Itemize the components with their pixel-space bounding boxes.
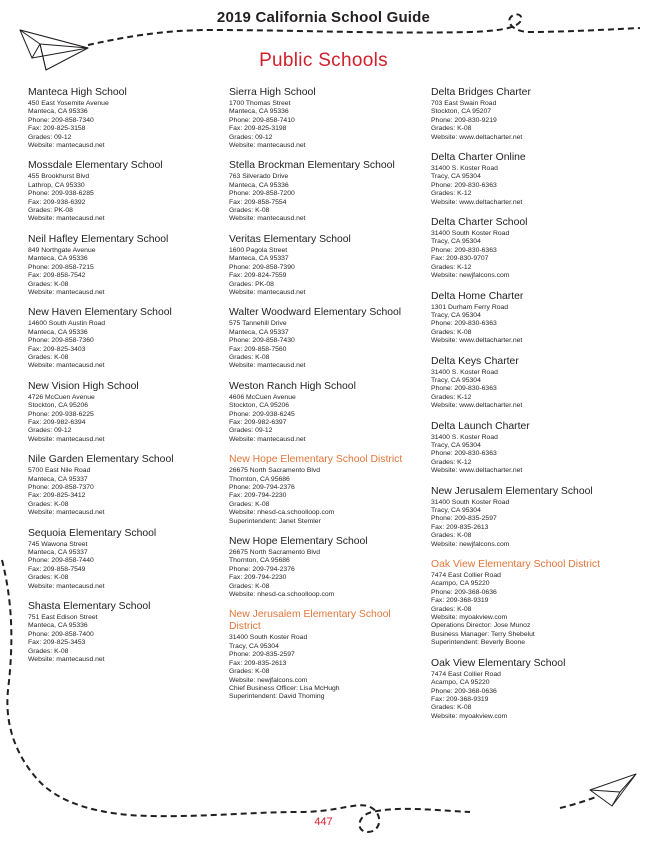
guide-title: 2019 California School Guide (216, 9, 431, 26)
listing-detail-line: Website: www.deltacharter.net (431, 198, 523, 206)
school-listing (28, 381, 224, 444)
listing-detail-line: Phone: 209-938-6225 (28, 410, 94, 418)
listing-detail-line: Manteca, CA 95337 (28, 549, 88, 557)
listing-detail-line: Tracy, CA 95304 (431, 238, 481, 246)
listing-detail-line: 31400 S. Koster Road (431, 165, 498, 173)
listing-detail-line: Grades: K-08 (229, 207, 270, 215)
listing-detail-line: Website: mantecausd.net (28, 362, 105, 370)
listing-detail-line: Fax: 209-858-7542 (28, 272, 86, 280)
school-listing (229, 381, 425, 444)
listing-detail-line: Phone: 209-858-7340 (28, 116, 94, 124)
school-name: Sequoia Elementary School (28, 527, 157, 539)
school-name: Delta Launch Charter (431, 420, 530, 432)
district-listing (229, 609, 425, 701)
listing-detail-line: 31400 South Koster Road (229, 634, 308, 642)
listing-detail-line: Grades: K-12 (431, 393, 472, 401)
school-name: Weston Ranch High School (229, 380, 356, 392)
listing-detail-line: Website: myoakview.com (431, 712, 508, 720)
listing-column (229, 87, 425, 712)
listing-detail-line: Website: mantecausd.net (28, 142, 105, 150)
school-listing (28, 528, 224, 591)
listing-detail-line: 1700 Thomas Street (229, 100, 291, 107)
listing-detail-line: Tracy, CA 95304 (431, 311, 481, 319)
school-name: New Jerusalem Elementary School (431, 485, 593, 497)
listing-detail-line: 7474 East Collier Road (431, 572, 501, 580)
school-listing (28, 160, 224, 223)
school-listing (28, 307, 224, 370)
listing-detail-line: Tracy, CA 95304 (431, 507, 481, 514)
listing-detail-line: Fax: 209-824-7559 (229, 272, 287, 280)
listing-detail-line: 703 East Swain Road (431, 100, 497, 107)
listing-detail-line: Website: mantecausd.net (229, 288, 306, 296)
school-name: Sierra High School (229, 87, 316, 98)
listing-detail-line: Stockton, CA 95206 (28, 402, 89, 410)
listing-detail-line: 450 East Yosemite Avenue (28, 100, 109, 107)
listing-detail-line: Website: nhesd-ca.schoolloop.com (229, 509, 335, 517)
listing-detail-line: Phone: 209-858-7410 (229, 116, 295, 124)
listing-detail-line: Stockton, CA 95207 (431, 108, 492, 116)
school-listing (28, 601, 224, 664)
listing-detail-line: Tracy, CA 95304 (431, 376, 481, 384)
listing-detail-line: 763 Silverado Drive (229, 173, 289, 181)
listing-detail-line: Manteca, CA 95337 (229, 255, 289, 263)
listing-detail-line: Phone: 209-938-6285 (28, 190, 94, 198)
listing-detail-line: Grades: K-08 (28, 574, 69, 582)
school-listing (229, 160, 425, 223)
listing-detail-line: Phone: 209-835-2597 (431, 515, 497, 523)
listing-detail-line: Tracy, CA 95304 (431, 441, 481, 449)
listing-detail-line: Fax: 209-830-9707 (431, 255, 489, 263)
listing-detail-line: Grades: K-08 (28, 280, 69, 288)
listing-detail-line: 745 Wawona Street (28, 540, 88, 548)
listing-detail-line: 31400 South Koster Road (431, 230, 510, 238)
listing-detail-line: Website: newjfalcons.com (431, 272, 510, 280)
listing-detail-line: Grades: PK-08 (28, 207, 73, 215)
listing-detail-line: Grades: K-08 (229, 353, 270, 361)
school-listing (431, 486, 627, 549)
listing-detail-line: Website: myoakview.com (431, 614, 508, 622)
school-name: New Hope Elementary School (229, 536, 368, 548)
school-name: Delta Bridges Charter (431, 87, 531, 98)
listing-detail-line: Website: www.deltacharter.net (431, 133, 523, 141)
listing-detail-line: Website: mantecausd.net (28, 288, 105, 296)
listing-detail-line: Phone: 209-368-0636 (431, 588, 497, 596)
listing-detail-line: 26675 North Sacramento Blvd (229, 467, 321, 475)
listing-detail-line: Website: nhesd-ca.schoolloop.com (229, 591, 335, 599)
listing-detail-line: Fax: 209-982-6397 (229, 418, 287, 426)
listing-detail-line: Fax: 209-794-2230 (229, 492, 287, 500)
listing-detail-line: Fax: 209-825-3403 (28, 345, 86, 353)
listing-detail-line: Phone: 209-858-7200 (229, 190, 295, 198)
district-listing (229, 454, 425, 526)
district-listing (431, 559, 627, 648)
listing-detail-line: Fax: 209-368-9319 (431, 597, 489, 605)
listing-detail-line: Grades: K-08 (28, 500, 69, 508)
listing-detail-line: Manteca, CA 95336 (28, 108, 88, 116)
school-name: New Haven Elementary School (28, 307, 172, 319)
school-name: Delta Home Charter (431, 290, 524, 302)
school-name: Delta Charter Online (431, 152, 526, 164)
listing-detail-line: Superintendent: Beverly Boone (431, 639, 526, 647)
listing-detail-line: Phone: 209-835-2597 (229, 651, 295, 659)
listing-detail-line: Website: mantecausd.net (28, 435, 105, 443)
listing-detail-line: Grades: K-08 (431, 328, 472, 336)
listing-detail-line: Fax: 209-858-7560 (229, 345, 287, 353)
listing-detail-line: Thornton, CA 95686 (229, 475, 290, 483)
listing-detail-line: Website: mantecausd.net (229, 435, 306, 443)
listing-detail-line: 1301 Durham Ferry Road (431, 303, 509, 311)
listing-detail-line: Superintendent: Janet Stemler (229, 517, 321, 525)
listing-detail-line: 849 Northgate Avenue (28, 246, 96, 254)
listing-detail-line: Grades: PK-08 (229, 280, 274, 288)
listing-detail-line: Phone: 209-830-6363 (431, 450, 497, 458)
listing-detail-line: Grades: K-08 (229, 582, 270, 590)
listing-detail-line: Website: www.deltacharter.net (431, 467, 523, 475)
listing-detail-line: Grades: 09-12 (229, 427, 273, 435)
listing-detail-line: Phone: 209-858-7440 (28, 557, 94, 565)
listing-detail-line: Phone: 209-858-7400 (28, 630, 94, 638)
listing-detail-line: Grades: 09-12 (28, 133, 72, 141)
listing-detail-line: Phone: 209-368-0636 (431, 687, 497, 695)
listing-detail-line: Manteca, CA 95336 (28, 255, 88, 263)
listing-detail-line: Grades: K-08 (28, 353, 69, 361)
listing-detail-line: Fax: 209-825-3158 (28, 125, 86, 133)
listing-detail-line: 1600 Pagola Street (229, 246, 288, 254)
school-listing (431, 217, 627, 280)
school-name: New Vision High School (28, 380, 139, 392)
listing-detail-line: Phone: 209-858-7390 (229, 263, 295, 271)
school-name: Delta Charter School (431, 217, 528, 229)
listing-detail-line: 26675 North Sacramento Blvd (229, 549, 321, 557)
listing-detail-line: Website: www.deltacharter.net (431, 337, 523, 345)
listing-detail-line: Grades: K-12 (431, 190, 472, 198)
listing-detail-line: 31400 S. Koster Road (431, 433, 498, 441)
listing-detail-line: Website: newjfalcons.com (229, 676, 308, 684)
listing-detail-line: Grades: 09-12 (28, 427, 72, 435)
school-name: Oak View Elementary School (431, 657, 566, 669)
school-listing (431, 658, 627, 721)
school-name: Delta Keys Charter (431, 355, 519, 367)
school-listing (229, 234, 425, 297)
listing-detail-line: Website: mantecausd.net (28, 509, 105, 517)
listing-detail-line: Fax: 209-858-7554 (229, 198, 287, 206)
listing-detail-line: 575 Tannehill Drive (229, 320, 287, 328)
school-name: Manteca High School (28, 87, 127, 98)
listing-detail-line: Fax: 209-368-9319 (431, 695, 489, 703)
listing-detail-line: Fax: 209-858-7549 (28, 565, 86, 573)
listing-detail-line: Grades: K-08 (229, 668, 270, 676)
school-listing (431, 356, 627, 411)
listing-detail-line: Tracy, CA 95304 (431, 173, 481, 181)
section-title: Public Schools (259, 50, 388, 71)
listing-detail-line: 4726 McCuen Avenue (28, 393, 95, 401)
listing-detail-line: 14600 South Austin Road (28, 320, 106, 328)
school-listing (431, 421, 627, 476)
listing-detail-line: Fax: 209-835-2613 (431, 523, 489, 531)
listing-detail-line: Grades: K-12 (431, 458, 472, 466)
listing-detail-line: 751 East Edison Street (28, 614, 98, 622)
listing-detail-line: Phone: 209-830-6363 (431, 385, 497, 393)
listing-detail-line: Fax: 209-825-3198 (229, 125, 287, 133)
listing-detail-line: Phone: 209-830-9219 (431, 116, 497, 124)
school-name: Nile Garden Elementary School (28, 454, 174, 466)
district-name: New Hope Elementary School District (229, 454, 403, 466)
listing-detail-line: Phone: 209-830-6363 (431, 246, 497, 254)
listing-detail-line: Manteca, CA 95336 (229, 181, 289, 189)
listing-detail-line: Website: newjfalcons.com (431, 540, 510, 548)
listing-detail-line: 7474 East Collier Road (431, 670, 501, 678)
listing-detail-line: Grades: 09-12 (229, 133, 273, 141)
listing-detail-line: Phone: 209-830-6363 (431, 181, 497, 189)
listing-detail-line: Phone: 209-830-6363 (431, 320, 497, 328)
listing-detail-line: Phone: 209-794-2376 (229, 565, 295, 573)
listing-detail-line: Stockton, CA 95206 (229, 402, 290, 410)
listing-detail-line: Fax: 209-825-3453 (28, 639, 86, 647)
listing-detail-line: 31400 South Koster Road (431, 498, 510, 506)
listing-detail-line: Business Manager: Terry Shebelut (431, 630, 535, 638)
listing-detail-line: Superintendent: David Thoming (229, 693, 325, 701)
listing-detail-line: 4606 McCuen Avenue (229, 393, 296, 401)
listing-detail-line: Website: mantecausd.net (28, 656, 105, 664)
listing-detail-line: Phone: 209-794-2376 (229, 484, 295, 491)
listing-detail-line: Manteca, CA 95336 (229, 108, 289, 116)
listing-detail-line: Website: www.deltacharter.net (431, 402, 523, 410)
listing-detail-line: Grades: K-08 (431, 532, 472, 540)
listing-detail-line: Website: mantecausd.net (28, 215, 105, 223)
district-name: New Jerusalem Elementary School District (229, 609, 391, 633)
listing-detail-line: Manteca, CA 95336 (28, 328, 88, 336)
school-name: Shasta Elementary School (28, 601, 151, 613)
listing-detail-line: Website: mantecausd.net (229, 362, 306, 370)
listing-column (28, 87, 224, 675)
listing-detail-line: Grades: K-08 (431, 605, 472, 613)
listing-detail-line: Grades: K-12 (431, 263, 472, 271)
listing-column (431, 87, 627, 731)
listing-detail-line: Fax: 209-794-2230 (229, 574, 287, 582)
school-listing (28, 87, 224, 150)
listing-detail-line: Fax: 209-825-3412 (28, 492, 86, 500)
paper-airplane-icon (590, 774, 636, 806)
listing-detail-line: Grades: K-08 (28, 647, 69, 655)
listing-detail-line: Lathrop, CA 95330 (28, 181, 85, 189)
listing-detail-line: Phone: 209-938-6245 (229, 410, 295, 418)
listing-detail-line: 455 Brookhurst Blvd (28, 173, 90, 181)
listing-detail-line: Manteca, CA 95337 (229, 328, 289, 336)
school-name: Walter Woodward Elementary School (229, 307, 402, 319)
listing-detail-line: Phone: 209-858-7360 (28, 337, 94, 345)
listing-detail-line: Fax: 209-982-6394 (28, 418, 86, 426)
school-name: Neil Hafley Elementary School (28, 233, 169, 245)
school-listing (229, 87, 425, 150)
listing-detail-line: Website: mantecausd.net (229, 142, 306, 150)
listing-detail-line: Manteca, CA 95336 (28, 622, 88, 630)
listing-detail-line: Thornton, CA 95686 (229, 557, 290, 565)
listing-detail-line: 31400 S. Koster Road (431, 368, 498, 376)
listing-detail-line: Phone: 209-858-7430 (229, 337, 295, 345)
page-number: 447 (314, 816, 333, 828)
listing-detail-line: Tracy, CA 95304 (229, 642, 279, 650)
listing-detail-line: Fax: 209-938-6392 (28, 198, 86, 206)
school-listing (28, 454, 224, 517)
school-listing (229, 307, 425, 370)
listing-detail-line: Operations Director: Jose Munoz (431, 622, 531, 630)
listing-detail-line: Acampo, CA 95220 (431, 580, 490, 588)
listing-detail-line: Acampo, CA 95220 (431, 679, 490, 687)
listing-detail-line: Fax: 209-835-2613 (229, 659, 287, 667)
school-name: Stella Brockman Elementary School (229, 160, 395, 172)
listing-detail-line: 5700 East Nile Road (28, 467, 91, 475)
listing-detail-line: Manteca, CA 95337 (28, 475, 88, 483)
listing-detail-line: Grades: K-08 (431, 125, 472, 133)
district-name: Oak View Elementary School District (431, 559, 601, 571)
school-name: Veritas Elementary School (229, 233, 351, 245)
school-listing (431, 87, 627, 142)
school-listing (28, 234, 224, 297)
school-listing (229, 536, 425, 599)
listing-detail-line: Website: mantecausd.net (28, 582, 105, 590)
listing-detail-line: Phone: 209-858-7370 (28, 484, 94, 491)
listing-detail-line: Grades: K-08 (229, 500, 270, 508)
listing-detail-line: Phone: 209-858-7215 (28, 263, 94, 271)
listing-detail-line: Chief Business Officer: Lisa McHugh (229, 684, 340, 692)
listing-detail-line: Grades: K-08 (431, 704, 472, 712)
listing-detail-line: Website: mantecausd.net (229, 215, 306, 223)
school-name: Mossdale Elementary School (28, 160, 163, 172)
school-listing (431, 291, 627, 346)
school-listing (431, 152, 627, 207)
